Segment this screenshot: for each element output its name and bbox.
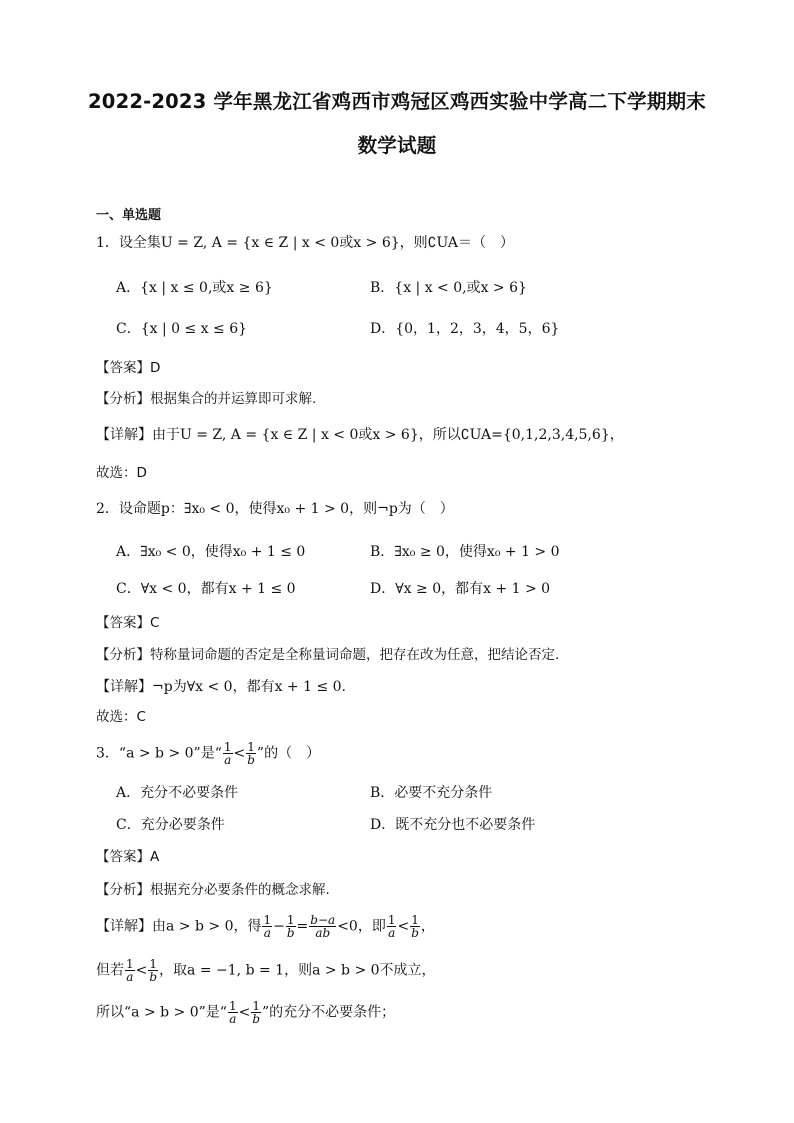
fraction-1-over-b: $\frac{1}{b}$: [411, 913, 419, 940]
fraction-1-over-a: $\frac{1}{a}$: [223, 740, 232, 767]
q1-stem: 1．设全集U = Z, A = {x ∈ Z | x < 0或x > 6}，则∁UA＝（ ）: [96, 235, 515, 251]
q1-option-b: B．{x | x < 0,或x > 6}: [370, 280, 527, 296]
q3-detail: 【详解】由a > b > 0，得 $\frac{1}{a}$ − $\frac{1}{b}$ = $\frac{b-a}{ab}$ <0，即 $\frac{1}{a}$ < $\frac{1}{b}$ ，: [96, 913, 435, 940]
q3-option-d: D．既不充分也不必要条件: [370, 817, 536, 833]
fraction-1-over-a: $\frac{1}{a}$: [228, 999, 237, 1026]
q3-but-end: ，取a = −1, b = 1，则a > b > 0不成立，: [159, 962, 436, 979]
q1-option-a: A．{x | x ≤ 0,或x ≥ 6}: [116, 280, 273, 296]
q2-option-b: B．∃x₀ ≥ 0，使得x₀ + 1 > 0: [370, 544, 560, 560]
q1-analysis: 【分析】根据集合的并运算即可求解.: [96, 391, 317, 407]
q2-option-a: A．∃x₀ < 0，使得x₀ + 1 ≤ 0: [116, 544, 306, 560]
q3-option-a: A．充分不必要条件: [116, 785, 239, 801]
q2-choose: 故选：C: [96, 709, 146, 725]
q3-detail-mid: ，即: [357, 918, 386, 935]
q1-choose: 故选：D: [96, 465, 147, 481]
q3-detail-start: 【详解】由a > b > 0，得: [96, 918, 262, 935]
q3-so-end: ”的充分不必要条件；: [262, 1004, 396, 1021]
fraction-1-over-a: $\frac{1}{a}$: [387, 913, 396, 940]
q3-answer: 【答案】A: [96, 849, 160, 865]
q3-analysis: 【分析】根据充分必要条件的概念求解.: [96, 882, 330, 898]
fraction-1-over-b: $\frac{1}{b}$: [149, 957, 158, 984]
fraction-1-over-b: $\frac{1}{b}$: [286, 913, 295, 940]
q1-option-c: C．{x | 0 ≤ x ≤ 6}: [116, 321, 248, 337]
fraction-1-over-a: $\frac{1}{a}$: [263, 913, 272, 940]
q3-option-c: C．充分必要条件: [116, 817, 225, 833]
q1-detail: 【详解】由于U = Z, A = {x ∈ Z | x < 0或x > 6}，所以∁UA={0,1,2,3,4,5,6}，: [96, 427, 624, 443]
q3-stem-end: ”的（ ）: [256, 745, 321, 762]
q2-option-c: C．∀x < 0，都有x + 1 ≤ 0: [116, 581, 296, 597]
q3-counterexample: 但若 $\frac{1}{a}$ < $\frac{1}{b}$ ，取a = −1, b = 1，则a > b > 0不成立，: [96, 957, 436, 984]
q3-conclusion: 所以“a > b > 0”是“ $\frac{1}{a}$ < $\frac{1}{b}$ ”的充分不必要条件；: [96, 999, 396, 1026]
q3-so-start: 所以“a > b > 0”是“: [96, 1004, 227, 1021]
q2-detail: 【详解】¬p为∀x < 0，都有x + 1 ≤ 0.: [96, 679, 346, 695]
q2-stem: 2．设命题p：∃x₀ < 0，使得x₀ + 1 > 0，则¬p为（ ）: [96, 501, 454, 517]
q2-option-d: D．∀x ≥ 0，都有x + 1 > 0: [370, 581, 551, 597]
q3-stem-start: 3．“a > b > 0”是“: [96, 745, 222, 762]
q1-answer: 【答案】D: [96, 360, 161, 376]
q3-detail-end: ，: [420, 918, 435, 935]
q2-analysis: 【分析】特称量词命题的否定是全称量词命题，把存在改为任意，把结论否定.: [96, 647, 560, 663]
document-title-line1: 2022-2023 学年黑龙江省鸡西市鸡冠区鸡西实验中学高二下学期期末: [88, 90, 706, 113]
q1-option-d: D．{0，1，2，3，4，5，6}: [370, 321, 560, 337]
document-title-line2: 数学试题: [357, 134, 437, 157]
q2-answer: 【答案】C: [96, 615, 160, 631]
q3-option-b: B．必要不充分条件: [370, 785, 493, 801]
fraction-1-over-b: $\frac{1}{b}$: [252, 999, 261, 1026]
fraction-1-over-a: $\frac{1}{a}$: [126, 957, 134, 984]
section-heading: 一、单选题: [96, 208, 162, 223]
q3-stem: 3．“a > b > 0”是“ $\frac{1}{a}$ < $\frac{1}{b}$ ”的（ ）: [96, 740, 321, 767]
q3-but-start: 但若: [96, 962, 124, 979]
fraction-1-over-b: $\frac{1}{b}$: [247, 740, 255, 767]
fraction-b-minus-a-over-ab: $\frac{b-a}{ab}$: [310, 913, 336, 940]
